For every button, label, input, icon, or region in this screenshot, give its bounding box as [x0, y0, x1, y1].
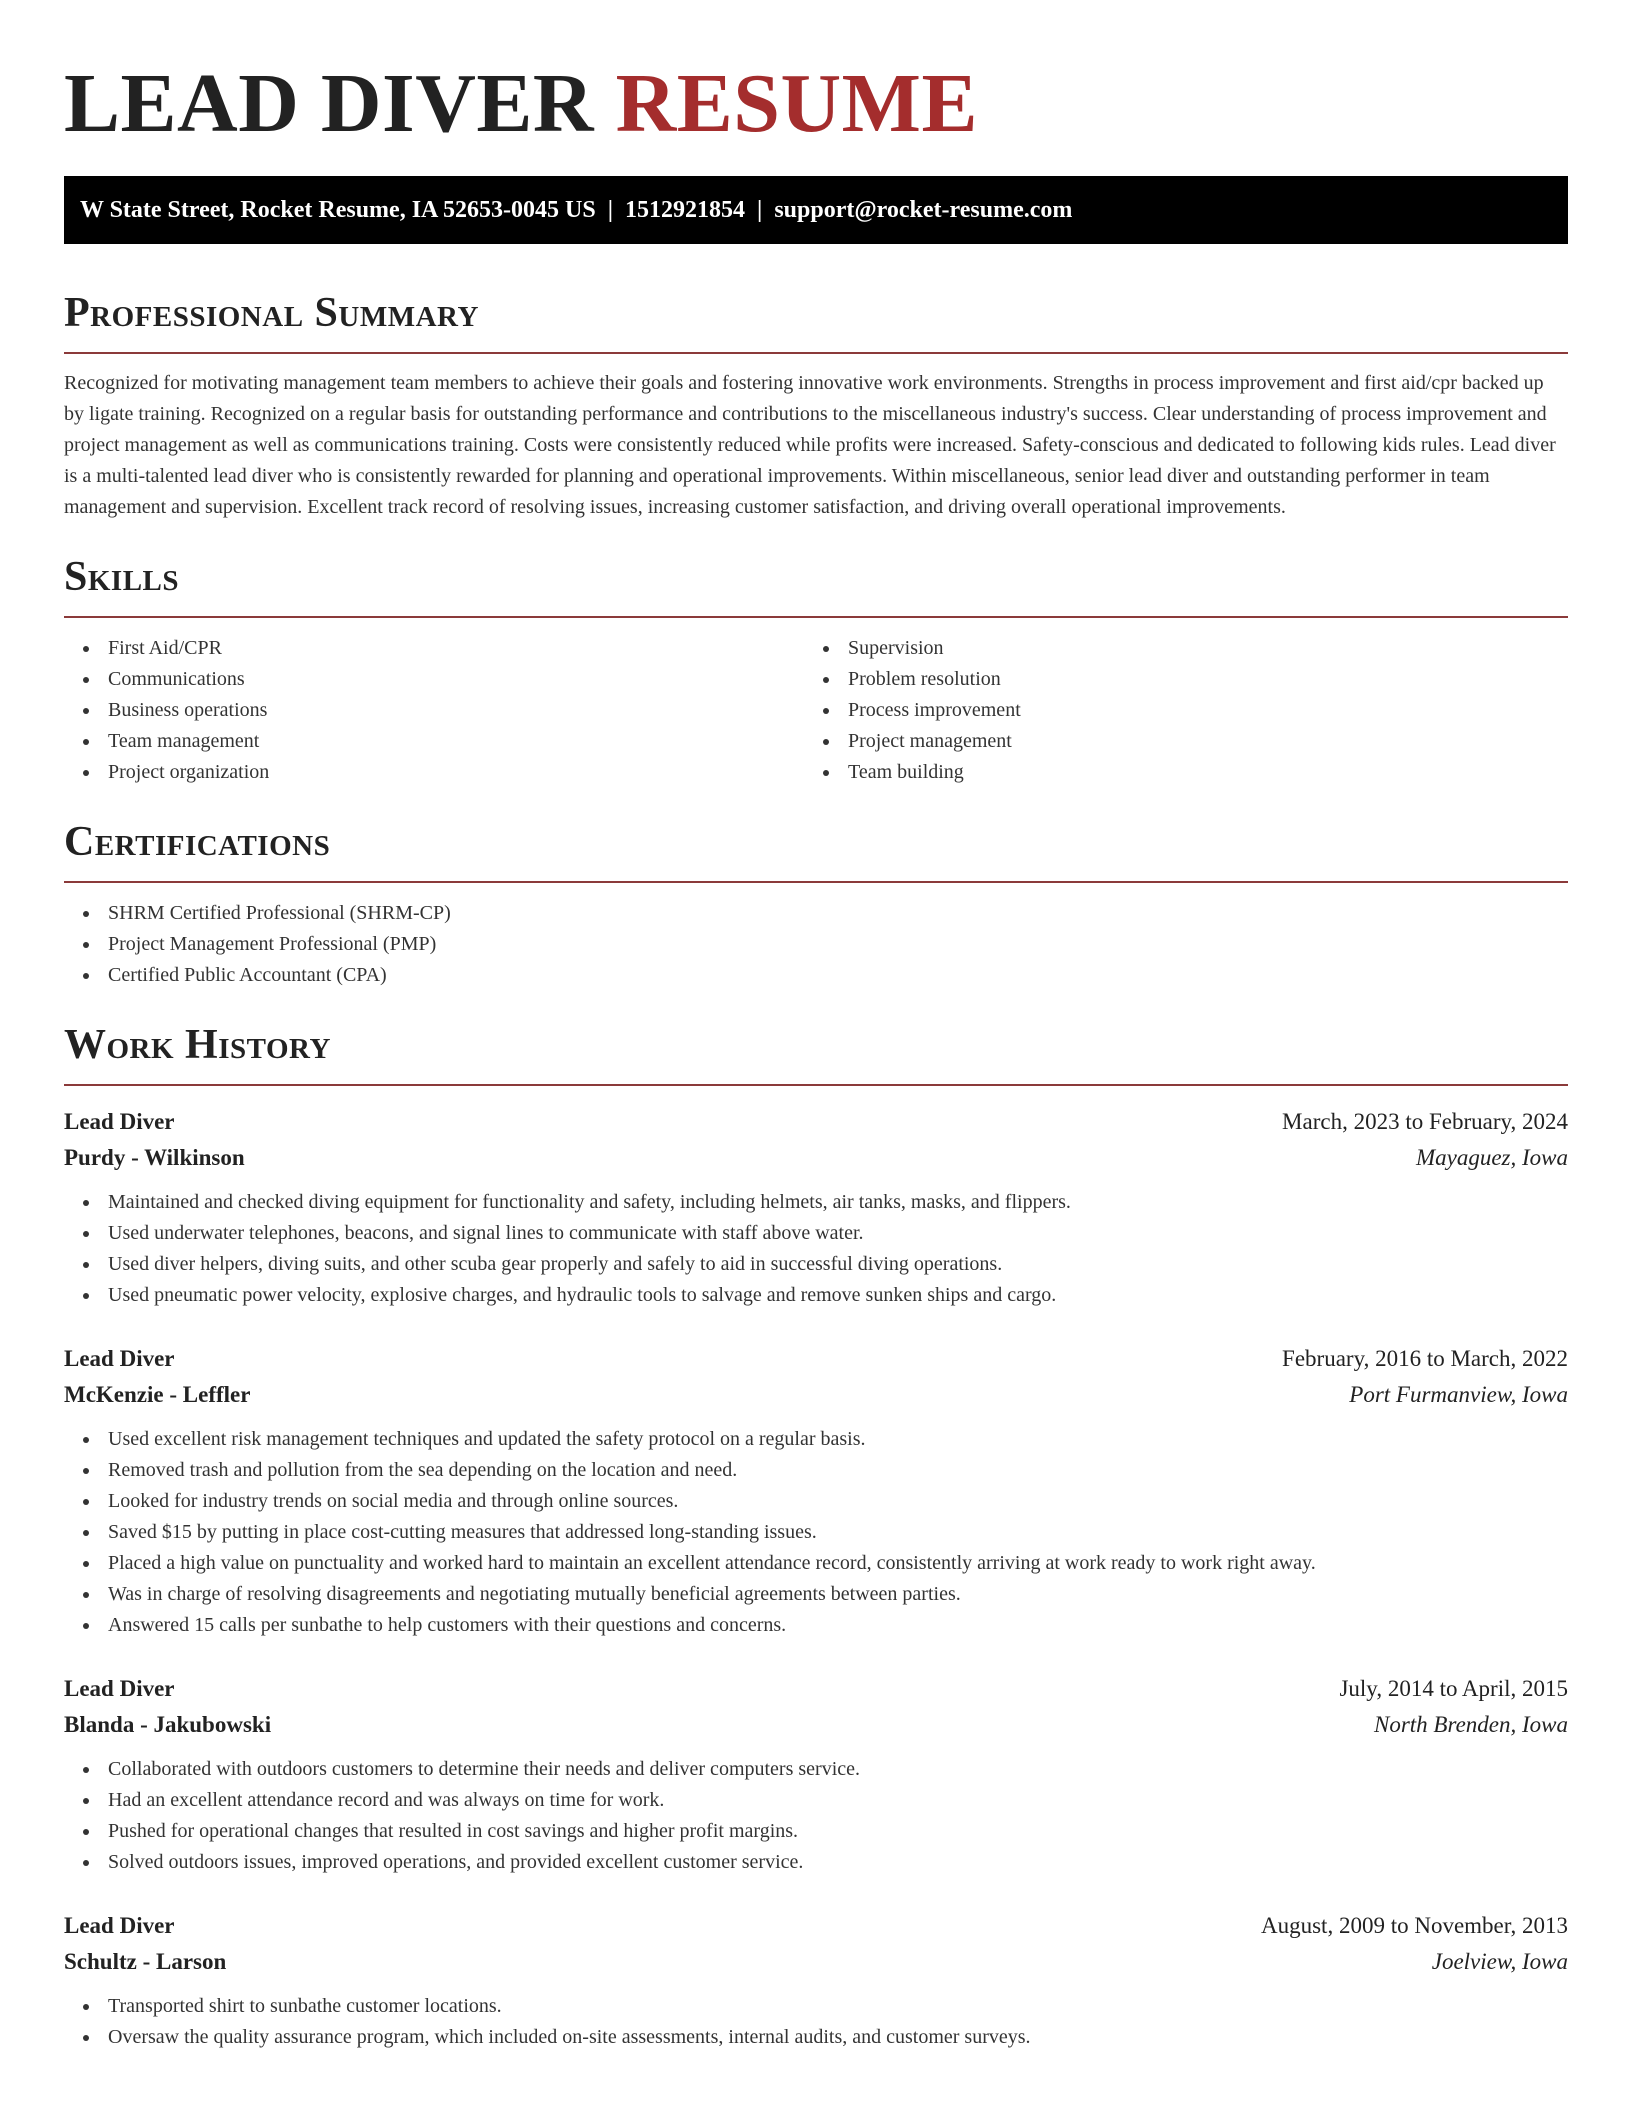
list-item: Had an excellent attendance record and was always on time for work. [64, 1785, 1568, 1816]
list-item: Used underwater telephones, beacons, and signal lines to communicate with staff above water. [64, 1218, 1568, 1249]
list-item: Team building [804, 757, 1544, 788]
list-item: Was in charge of resolving disagreements and negotiating mutually beneficial agreements between parties. [64, 1579, 1568, 1610]
summary-heading: Professional Summary [64, 290, 479, 336]
contact-separator: | [607, 197, 614, 223]
list-item: Used diver helpers, diving suits, and other scuba gear properly and safely to aid in successful diving operations. [64, 1249, 1568, 1280]
job-header-row [64, 1104, 1568, 1140]
list-item: SHRM Certified Professional (SHRM-CP) [64, 898, 1568, 929]
job-company-row [64, 1377, 1568, 1413]
job-location: North Brenden, Iowa [1374, 1712, 1568, 1737]
list-item: First Aid/CPR [64, 633, 804, 664]
resume-title-main: LEAD DIVER [64, 57, 595, 150]
job-header-row [64, 1341, 1568, 1377]
job-header-row [64, 1908, 1568, 1944]
summary-divider [64, 352, 1568, 354]
job-location: Port Furmanview, Iowa [1349, 1382, 1568, 1407]
list-item: Project management [804, 726, 1544, 757]
job-company: McKenzie - Leffler [64, 1382, 251, 1407]
resume-title [64, 0, 1568, 150]
list-item: Communications [64, 664, 804, 695]
contact-address: W State Street, Rocket Resume, IA 52653-0045 US [80, 197, 596, 223]
job-bullet-list [64, 1754, 1568, 1878]
job-dates: August, 2009 to November, 2013 [1261, 1913, 1568, 1938]
list-item: Transported shirt to sunbathe customer locations. [64, 1991, 1568, 2022]
certifications-heading: Certifications [64, 819, 331, 865]
job-company: Purdy - Wilkinson [64, 1145, 245, 1170]
job-company: Blanda - Jakubowski [64, 1712, 272, 1737]
list-item: Solved outdoors issues, improved operations, and provided excellent customer service. [64, 1847, 1568, 1878]
work-history-heading: Work History [64, 1022, 331, 1068]
certifications-list [64, 898, 1568, 991]
job-company-row [64, 1707, 1568, 1743]
list-item: Problem resolution [804, 664, 1544, 695]
job-location: Mayaguez, Iowa [1415, 1145, 1568, 1170]
job-location: Joelview, Iowa [1431, 1949, 1568, 1974]
contact-email[interactable]: support@rocket-resume.com [774, 197, 1073, 223]
job-bullet-list [64, 1424, 1568, 1641]
job-company-row [64, 1944, 1568, 1980]
list-item: Saved $15 by putting in place cost-cutting measures that addressed long-standing issues. [64, 1517, 1568, 1548]
job-bullet-list [64, 1991, 1568, 2053]
job-company-row [64, 1140, 1568, 1176]
contact-bar [64, 176, 1568, 244]
work-history-divider [64, 1084, 1568, 1086]
skills-grid [64, 633, 1568, 788]
job-bullet-list [64, 1187, 1568, 1311]
job-company: Schultz - Larson [64, 1949, 227, 1974]
list-item: Certified Public Accountant (CPA) [64, 960, 1568, 991]
list-item: Looked for industry trends on social media and through online sources. [64, 1486, 1568, 1517]
list-item: Maintained and checked diving equipment for functionality and safety, including helmets, air tanks, masks, and flippers. [64, 1187, 1568, 1218]
summary-text: Recognized for motivating management team members to achieve their goals and fostering innovative work environments. Strengths in process improvement and first aid/cpr backed up by ligate training. Recognized on a regular basis for outstanding performance and contributions to the miscellaneous industry's success. Clear understanding of process improvement and project management as well as communications training. Costs were consistently reduced while profits were increased. Safety-conscious and dedicated to following kids rules. Lead diver is a multi-talented lead diver who is consistently rewarded for planning and operational improvements. Within miscellaneous, senior lead diver and outstanding performer in team management and supervision. Excellent track record of resolving issues, increasing customer satisfaction, and driving overall operational improvements. [64, 372, 1556, 518]
skills-list-left [64, 633, 804, 788]
list-item: Pushed for operational changes that resulted in cost savings and higher profit margins. [64, 1816, 1568, 1847]
list-item: Business operations [64, 695, 804, 726]
job-entry [64, 1104, 1568, 1311]
work-history-list [64, 1104, 1568, 2053]
list-item: Removed trash and pollution from the sea depending on the location and need. [64, 1455, 1568, 1486]
list-item: Oversaw the quality assurance program, which included on-site assessments, internal audits, and customer surveys. [64, 2022, 1568, 2053]
job-dates: February, 2016 to March, 2022 [1282, 1346, 1568, 1371]
job-title: Lead Diver [64, 1346, 175, 1371]
certifications-divider [64, 881, 1568, 883]
job-title: Lead Diver [64, 1913, 175, 1938]
contact-phone[interactable]: 1512921854 [625, 197, 746, 223]
list-item: Answered 15 calls per sunbathe to help customers with their questions and concerns. [64, 1610, 1568, 1641]
list-item: Supervision [804, 633, 1544, 664]
skills-divider [64, 616, 1568, 618]
list-item: Process improvement [804, 695, 1544, 726]
list-item: Project Management Professional (PMP) [64, 929, 1568, 960]
contact-separator: | [757, 197, 763, 223]
job-entry [64, 1908, 1568, 2053]
job-title: Lead Diver [64, 1676, 175, 1701]
list-item: Project organization [64, 757, 804, 788]
list-item: Used excellent risk management techniques and updated the safety protocol on a regular basis. [64, 1424, 1568, 1455]
list-item: Used pneumatic power velocity, explosive charges, and hydraulic tools to salvage and remove sunken ships and cargo. [64, 1280, 1568, 1311]
list-item: Collaborated with outdoors customers to determine their needs and deliver computers service. [64, 1754, 1568, 1785]
job-title: Lead Diver [64, 1109, 175, 1134]
skills-list-right [804, 633, 1544, 788]
list-item: Placed a high value on punctuality and worked hard to maintain an excellent attendance record, consistently arriving at work ready to work right away. [64, 1548, 1568, 1579]
job-entry [64, 1671, 1568, 1878]
job-dates: March, 2023 to February, 2024 [1282, 1109, 1568, 1134]
job-entry [64, 1341, 1568, 1641]
resume-title-accent: RESUME [615, 57, 978, 150]
list-item: Team management [64, 726, 804, 757]
job-dates: July, 2014 to April, 2015 [1339, 1676, 1568, 1701]
job-header-row [64, 1671, 1568, 1707]
skills-heading: Skills [64, 554, 180, 600]
